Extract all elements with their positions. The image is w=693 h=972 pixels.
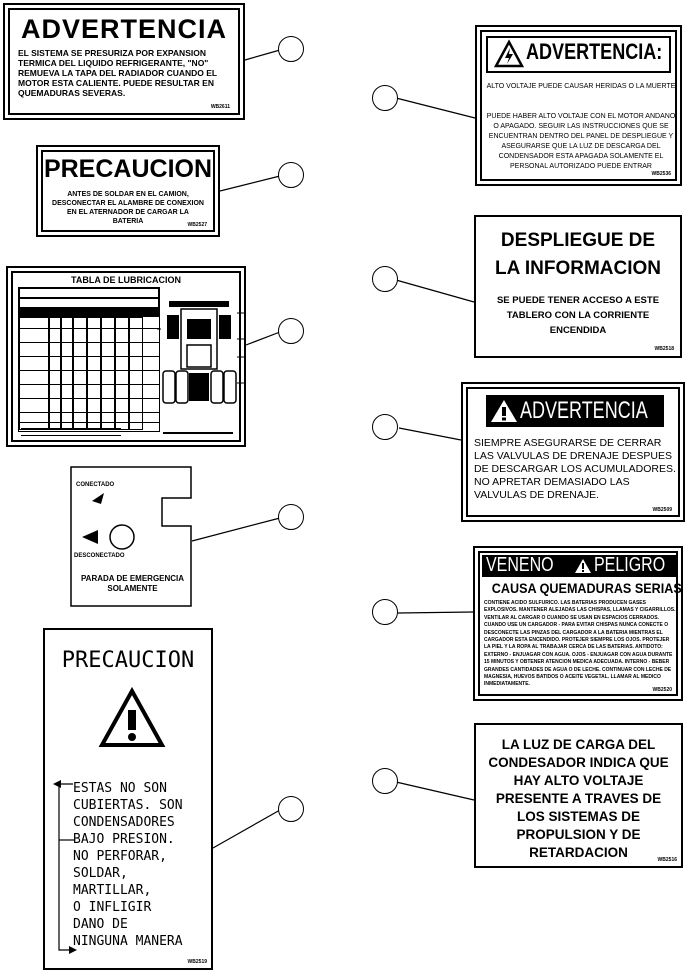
decal-subtitle: CAUSA QUEMADURAS SERIAS xyxy=(491,580,682,596)
decal-code: WB2518 xyxy=(654,346,674,352)
decal-code: WB2536 xyxy=(651,171,671,177)
callout-circle xyxy=(372,414,398,440)
body-line: O INFLIGIR xyxy=(73,900,152,915)
callout-circle xyxy=(372,266,398,292)
body-line: CUBIERTAS. SON xyxy=(73,798,183,813)
desconectado-label: DESCONECTADO xyxy=(74,553,125,559)
callout-circle xyxy=(372,599,398,625)
decal-body-1: ALTO VOLTAJE PUEDE CAUSAR HERIDAS O LA MUERTE xyxy=(486,83,676,90)
decal-title: DESPLIEGUE DE LA INFORMACION xyxy=(494,230,662,279)
callout-circle xyxy=(278,504,304,530)
decal-code: WB2527 xyxy=(187,222,207,228)
body-line: NINGUNA MANERA xyxy=(73,934,183,949)
decal-body: EL SISTEMA SE PRESURIZA POR EXPANSION TERMICA DEL LIQUIDO REFRIGERANTE, "NO" REMUEVA LA TAPA DEL RADIADOR CUANDO EL MOTOR ESTA CALIENTE. PUEDE RESULTAR EN QUEMADURAS SEVERAS. xyxy=(18,48,217,98)
body-line: SOLDAR, xyxy=(73,866,128,881)
decal-body: SE PUEDE TENER ACCESO A ESTE TABLERO CON LA CORRIENTE ENCENDIDA xyxy=(496,295,660,336)
decal-body: SIEMPRE ASEGURARSE DE CERRAR LAS VALVULAS DE DRENAJE DESPUES DE DESCARGAR LOS ACUMULADORES. NO APRETAR DEMASIADO LAS VALVULAS DE DRENAJE. xyxy=(474,437,676,501)
callout-circle xyxy=(278,318,304,344)
body-line: DANO DE xyxy=(73,917,128,932)
body-line: MARTILLAR, xyxy=(73,883,152,898)
decal-code: WB2520 xyxy=(652,687,672,693)
decal-title: ADVERTENCIA xyxy=(520,397,648,424)
conectado-label: CONECTADO xyxy=(76,482,115,488)
decal-code: WB2509 xyxy=(652,507,672,513)
decal-body-2: PUEDE HABER ALTO VOLTAJE CON EL MOTOR ANDANO O APAGADO. SEGUIR LAS INSTRUCCIONES QUE SE ENCUENTRAN DENTRO DEL PANEL DE DESPLIEGUE Y ASEGURARSE QUE LA LUZ DE DESCARGA DEL CONDENSADOR ESTA APAGADA SOLAMENTE EL PERSONAL AUTORIZADO PUEDE ENTRAR xyxy=(486,113,676,170)
body-line: CONDENSADORES xyxy=(73,815,175,830)
decal-title: PRECAUCION xyxy=(61,648,195,673)
callout-circle xyxy=(372,85,398,111)
decal-code: WB2516 xyxy=(657,857,677,863)
decal-title-left: VENENO xyxy=(486,554,554,576)
lub-chart-title: TABLA DE LUBRICACION xyxy=(71,275,181,285)
decal-body: CONTIENE ACIDO SULFURICO. LAS BATERIAS PRODUCEN GASES EXPLOSIVOS. MANTENER ALEJADAS LAS CHISPAS, LLAMAS Y CIGARRILLOS. VENTILAR AL CARGAR O CUANDO SE USAN EN ESPACIOS CERRADOS. CUANDO USE UN CARGADOR - PARA EVITAR CHISPAS NUNCA CONECTE O DESCONECTE LAS PINZAS DEL CARGADOR A LA BATERIA MIENTRAS EL CARGADOR ESTA ENCENDIDO. PROTEJER SIEMPRE LOS OJOS. PROTEJER LA PIEL Y LA ROPA AL TRABAJAR CERCA DE LAS BATERIAS. ANTIDOTO: EXTERNO - ENJUAGAR CON AGUA. OJOS - ENJUAGAR CON AGUA DURANTE 15 MINUTOS Y OBTENER ATENCION MEDICA ADECUADA. INTERNO - BEBER GRANDES CANTIDADES DE AGUA O DE LECHE. CONTINUAR CON LECHE DE MAGNESIA, HUEVOS BATIDOS O ACEITE VEGETAL. LLAMAR AL MEDICO INMEDIATAMENTE. xyxy=(484,600,676,688)
decal-body: ANTES DE SOLDAR EN EL CAMION, DESCONECTAR EL ALAMBRE DE CONEXION EN EL ATERNADOR DE CARGAR LA BATERIA xyxy=(52,191,204,225)
body-line: NO PERFORAR, xyxy=(73,849,167,864)
callout-circle xyxy=(278,36,304,62)
decal-body: LA LUZ DE CARGA DEL CONDESADOR INDICA QUE HAY ALTO VOLTAJE PRESENTE A TRAVES DE LOS SISTEMAS DE PROPULSION Y DE RETARDACION xyxy=(488,737,669,860)
decal-title: PRECAUCION xyxy=(43,155,213,183)
decal-title: ADVERTENCIA: xyxy=(526,39,663,64)
decal-title: ADVERTENCIA xyxy=(20,14,227,44)
callout-circle xyxy=(278,162,304,188)
body-line: BAJO PRESION. xyxy=(73,832,175,847)
decal-title-right: PELIGRO xyxy=(594,554,666,576)
decal-code: WB2519 xyxy=(187,959,207,965)
emergency-caption: PARADA DE EMERGENCIA SOLAMENTE xyxy=(80,574,185,593)
decal-code: WB2611 xyxy=(210,104,230,110)
callout-circle xyxy=(372,768,398,794)
body-line: ESTAS NO SON xyxy=(73,781,167,796)
callout-circle xyxy=(278,796,304,822)
